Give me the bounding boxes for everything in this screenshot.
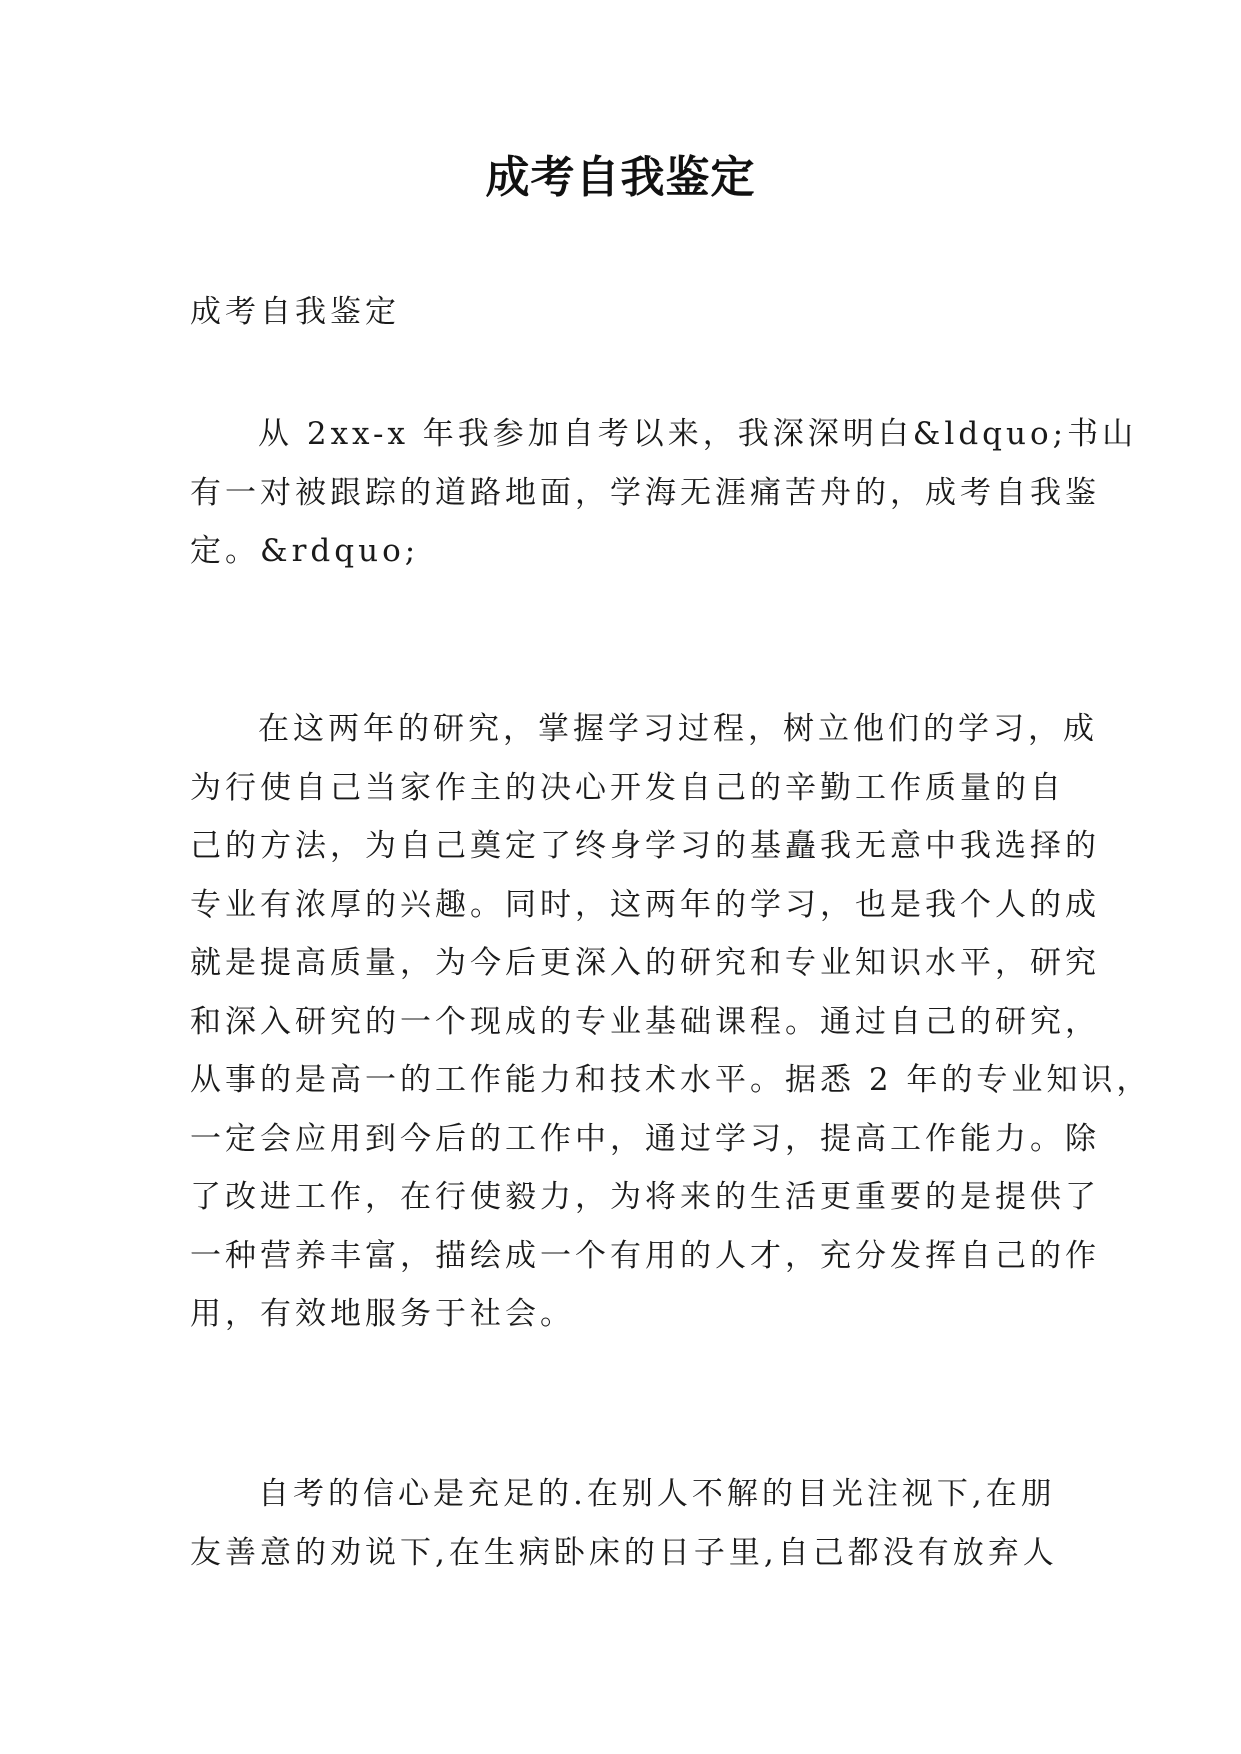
paragraph-line: 就是提高质量，为今后更深入的研究和专业知识水平，研究 [190,945,1100,981]
paragraph-line: 为行使自己当家作主的决心开发自己的辛勤工作质量的自 [190,769,1065,806]
paragraph-line: 一定会应用到今后的工作中，通过学习，提高工作能力。除 [190,1120,1100,1157]
paragraph-line: 专业有浓厚的兴趣。同时，这两年的学习，也是我个人的成 [190,886,1100,923]
paragraph-line: 从事的是高一的工作能力和技术水平。据悉 2 年的专业知识， [190,1062,1152,1098]
paragraph-line: 一种营养丰富，描绘成一个有用的人才，充分发挥自己的作 [190,1237,1100,1274]
paragraph-line: 在这两年的研究，掌握学习过程，树立他们的学习，成 [258,711,1098,747]
paragraph-line: 定。&rdquo; [190,533,420,569]
paragraph-line: 从 2xx-x 年我参加自考以来，我深深明白&ldquo;书山 [258,416,1138,452]
paragraph-line: 有一对被跟踪的道路地面，学海无涯痛苦舟的，成考自我鉴 [190,474,1100,511]
paragraph-line: 和深入研究的一个现成的专业基础课程。通过自己的研究， [190,1003,1100,1040]
paragraph-2 [190,700,1152,1344]
document-subtitle: 成考自我鉴定 [190,294,400,330]
document-title: 成考自我鉴定 [485,152,756,203]
paragraph-line: 了改进工作，在行使毅力，为将来的生活更重要的是提供了 [190,1179,1100,1215]
paragraph-line: 友善意的劝说下,在生病卧床的日子里,自己都没有放弃人 [190,1534,1058,1571]
paragraph-1 [190,405,1138,581]
paragraph-line: 己的方法，为自己奠定了终身学习的基矗我无意中我选择的 [190,828,1100,864]
paragraph-3 [190,1465,1060,1582]
paragraph-line: 自考的信心是充足的.在别人不解的目光注视下,在朋 [258,1476,1056,1512]
paragraph-line: 用，有效地服务于社会。 [190,1296,575,1332]
